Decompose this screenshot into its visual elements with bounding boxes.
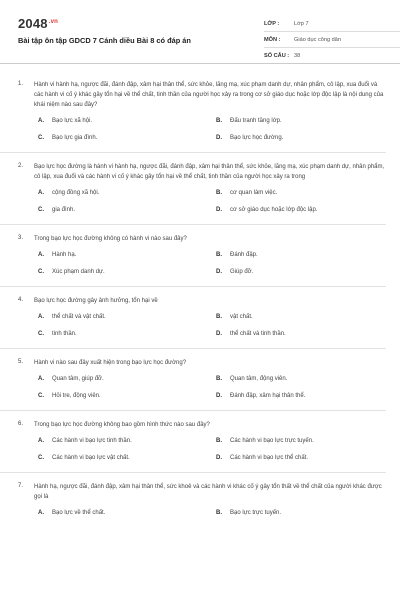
- option-d[interactable]: [216, 133, 386, 143]
- option-text: Các hành vi bạo lực vật chất.: [52, 455, 130, 461]
- option-letter: A.: [38, 252, 44, 258]
- option-c[interactable]: [38, 453, 216, 463]
- option-letter: D.: [216, 455, 222, 461]
- option-text: Quan tâm, động viên.: [230, 376, 288, 382]
- option-b[interactable]: [216, 188, 386, 198]
- option-a[interactable]: [38, 250, 216, 260]
- option-text: Xúc phạm danh dự.: [52, 269, 105, 275]
- question: [18, 420, 386, 463]
- option-text: gia đình.: [52, 207, 76, 213]
- question-divider: [0, 348, 386, 349]
- question-number: 6.: [18, 421, 24, 427]
- logo-main: 2048: [18, 16, 48, 31]
- option-letter: B.: [216, 118, 222, 124]
- option-text: Bạo lực học đường.: [230, 135, 284, 141]
- answer-options: [18, 116, 386, 143]
- option-letter: C.: [38, 135, 44, 141]
- meta-key: LỚP :: [264, 20, 280, 27]
- option-b[interactable]: [216, 436, 386, 446]
- option-text: Bạo lực về thể chất.: [52, 510, 106, 516]
- option-b[interactable]: [216, 312, 386, 322]
- question: [18, 296, 386, 339]
- option-letter: C.: [38, 269, 44, 275]
- option-d[interactable]: [216, 391, 386, 401]
- option-c[interactable]: [38, 133, 216, 143]
- document-title: Bài tập ôn tập GDCD 7 Cánh diều Bài 8 có đáp án: [18, 36, 191, 45]
- option-letter: D.: [216, 269, 222, 275]
- question-number: 2.: [18, 163, 24, 169]
- question-number: 4.: [18, 297, 24, 303]
- option-letter: C.: [38, 393, 44, 399]
- option-letter: C.: [38, 207, 44, 213]
- option-letter: A.: [38, 510, 44, 516]
- option-text: Đánh đập, xâm hại thân thể.: [230, 393, 306, 399]
- question-divider: [0, 286, 386, 287]
- meta-value: 38: [294, 52, 301, 59]
- option-c[interactable]: [38, 267, 216, 277]
- logo-sub: .vn: [48, 18, 59, 25]
- option-letter: B.: [216, 190, 222, 196]
- option-text: cơ quan làm việc.: [230, 190, 278, 196]
- option-text: Đấu tranh tầng lớp.: [230, 118, 282, 124]
- site-logo[interactable]: [18, 16, 58, 31]
- option-c[interactable]: [38, 329, 216, 339]
- option-b[interactable]: [216, 116, 386, 126]
- answer-options: [18, 250, 386, 277]
- option-letter: A.: [38, 376, 44, 382]
- option-d[interactable]: [216, 205, 386, 215]
- question: [18, 162, 386, 215]
- option-d[interactable]: [216, 267, 386, 277]
- meta-key: MÔN :: [264, 36, 281, 43]
- option-text: Hành hạ.: [52, 252, 77, 258]
- option-b[interactable]: [216, 250, 386, 260]
- question-divider: [0, 224, 386, 225]
- question-list: [18, 80, 386, 525]
- question-text: Bạo lực học đường là hành vi hành hạ, ngược đãi, đánh đập, xâm hại thân thể, sức khỏe, lăng mạ, xúc phạm danh dự, nhân phẩm, cô lập, xua đuổi và các hành vi cố ý khác gây tổn hại về thể chất, tinh thần của người học xảy ra trong: [34, 164, 385, 180]
- option-text: Đánh đập.: [230, 252, 258, 258]
- question-divider: [0, 472, 386, 473]
- question: [18, 80, 386, 143]
- option-a[interactable]: [38, 188, 216, 198]
- header: [18, 14, 386, 74]
- answer-options: [18, 436, 386, 463]
- question-text: Hành hạ, ngược đãi, đánh đập, xâm hại thân thể, sức khoẻ và các hành vi khác cố ý gây tổn thất về thể chất của người khác được gọi là: [34, 484, 382, 500]
- option-letter: D.: [216, 393, 222, 399]
- option-d[interactable]: [216, 329, 386, 339]
- option-letter: A.: [38, 314, 44, 320]
- meta-row-subject: [264, 32, 400, 48]
- option-text: Bạo lực gia đình.: [52, 135, 98, 141]
- option-c[interactable]: [38, 391, 216, 401]
- answer-options: [18, 312, 386, 339]
- question: [18, 358, 386, 401]
- question-text: Trong bạo lực học đường không bao gồm hình thức nào sau đây?: [34, 422, 210, 428]
- meta-value: Giáo dục công dân: [294, 36, 341, 43]
- option-b[interactable]: [216, 508, 386, 518]
- option-letter: B.: [216, 376, 222, 382]
- question-number: 7.: [18, 483, 24, 489]
- option-letter: A.: [38, 190, 44, 196]
- option-letter: D.: [216, 331, 222, 337]
- option-text: Bạo lực xã hội.: [52, 118, 93, 124]
- option-b[interactable]: [216, 374, 386, 384]
- question-number: 5.: [18, 359, 24, 365]
- option-a[interactable]: [38, 508, 216, 518]
- option-letter: B.: [216, 252, 222, 258]
- meta-value: Lớp 7: [294, 20, 309, 27]
- question: [18, 234, 386, 277]
- option-text: thể chất và tinh thần.: [230, 331, 286, 337]
- option-text: tinh thần.: [52, 331, 77, 337]
- question-divider: [0, 410, 386, 411]
- option-text: Các hành vi bạo lực tinh thần.: [52, 438, 132, 444]
- option-letter: C.: [38, 455, 44, 461]
- option-text: cơ sở giáo dục hoặc lớp độc lập.: [230, 207, 318, 213]
- option-letter: A.: [38, 438, 44, 444]
- option-a[interactable]: [38, 116, 216, 126]
- option-letter: D.: [216, 207, 222, 213]
- answer-options: [18, 188, 386, 215]
- option-letter: B.: [216, 438, 222, 444]
- meta-row-count: [264, 48, 400, 64]
- question: [18, 482, 386, 518]
- option-letter: A.: [38, 118, 44, 124]
- option-letter: D.: [216, 135, 222, 141]
- meta-key: SỐ CÂU :: [264, 52, 290, 59]
- option-text: cộng đồng xã hội.: [52, 190, 100, 196]
- option-text: Các hành vi bạo lực trực tuyến.: [230, 438, 314, 444]
- option-a[interactable]: [38, 374, 216, 384]
- option-letter: B.: [216, 314, 222, 320]
- question-number: 1.: [18, 81, 24, 87]
- question-text: Hành vi hành hạ, ngược đãi, đánh đập, xâm hại thân thể, sức khỏe, lăng mạ, xúc phạm danh dự, nhân phẩm, cô lập, xua đuổi và các hành vi cố ý khác gây tổn hại về thể chất, tinh thần của người học xảy ra trong cơ sở giáo dục hoặc lớp độc lập là nội dung của khái niệm nào sau đây?: [34, 82, 384, 108]
- option-letter: C.: [38, 331, 44, 337]
- option-text: Các hành vi bạo lực thể chất.: [230, 455, 309, 461]
- question-text: Hành vi nào sau đây xuất hiện trong bạo lực học đường?: [34, 360, 187, 366]
- option-text: Bạo lực trực tuyến.: [230, 510, 282, 516]
- option-a[interactable]: [38, 436, 216, 446]
- option-text: Quan tâm, giúp đỡ.: [52, 376, 104, 382]
- option-c[interactable]: [38, 205, 216, 215]
- meta-row-grade: [264, 16, 400, 32]
- option-d[interactable]: [216, 453, 386, 463]
- option-text: thể chất và vật chất.: [52, 314, 106, 320]
- option-text: vật chất.: [230, 314, 253, 320]
- answer-options: [18, 508, 386, 518]
- answer-options: [18, 374, 386, 401]
- option-a[interactable]: [38, 312, 216, 322]
- question-text: Bạo lực học đường gây ảnh hưởng, tổn hại về: [34, 298, 158, 304]
- question-number: 3.: [18, 235, 24, 241]
- option-text: Hỏi tre, động viên.: [52, 393, 101, 399]
- header-divider: [0, 63, 400, 64]
- question-text: Trong bạo lực học đường không có hành vi nào sau đây?: [34, 236, 187, 242]
- option-text: Giúp đỡ.: [230, 269, 254, 275]
- meta-table: [264, 16, 400, 64]
- option-letter: B.: [216, 510, 222, 516]
- question-divider: [0, 152, 386, 153]
